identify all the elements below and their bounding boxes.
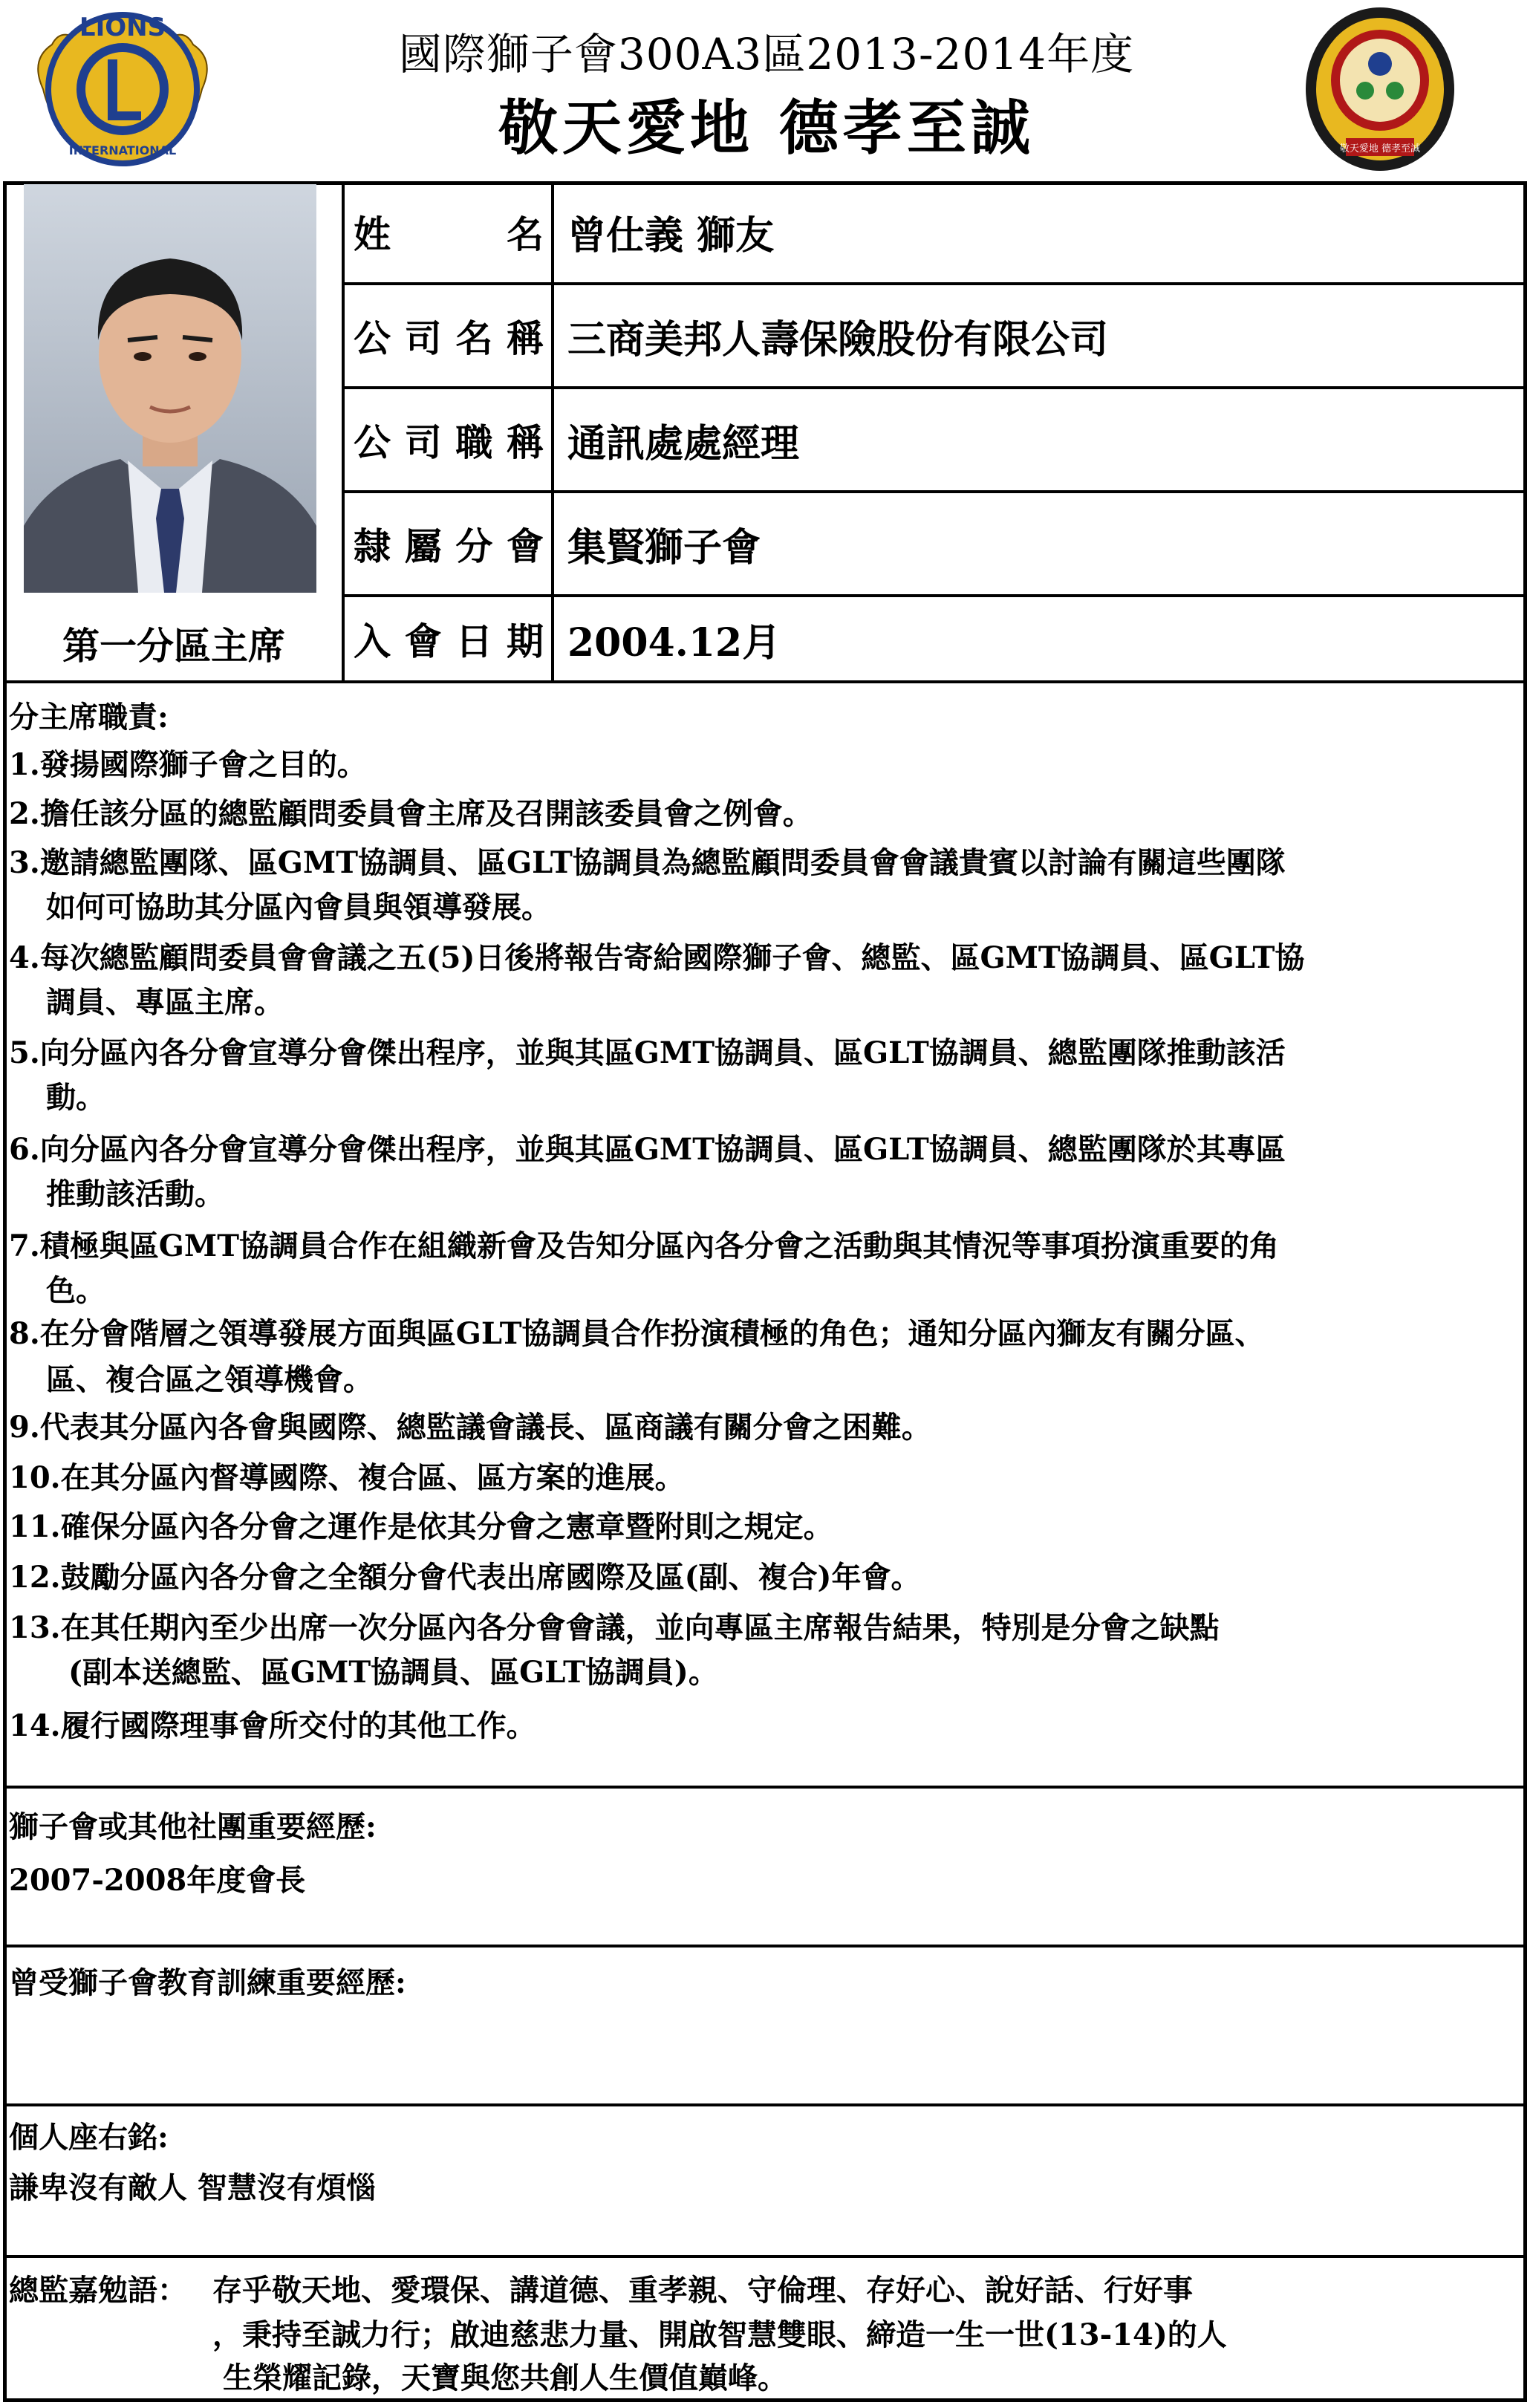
value-name: 曾仕義 獅友 (567, 212, 775, 258)
duty-item: 8.在分會階層之領導發展方面與區GLT協調員合作扮演積極的角色；通知分區內獅友有關分區、 (9, 1316, 1265, 1351)
duty-item: 14.履行國際理事會所交付的其他工作。 (9, 1708, 536, 1743)
value-company: 三商美邦人壽保險股份有限公司 (567, 316, 1109, 362)
header-title-line1: 國際獅子會300A3區2013-2014年度 (398, 29, 1135, 79)
duty-item-cont: (副本送總監、區GMT協調員、區GLT協調員)。 (68, 1655, 718, 1690)
duty-item: 10.在其分區內督導國際、複合區、區方案的進展。 (9, 1460, 685, 1495)
duty-item: 5.向分區內各分會宣導分會傑出程序，並與其區GMT協調員、區GLT協調員、總監團隊推動該活 (9, 1035, 1286, 1070)
duties-heading: 分主席職責: (9, 700, 169, 735)
row-name (345, 181, 1527, 285)
row-job-title (345, 389, 1527, 493)
motto-heading: 個人座右銘: (9, 2120, 169, 2155)
duty-item: 12.鼓勵分區內各分會之全額分會代表出席國際及區(副、複合)年會。 (9, 1560, 921, 1595)
duty-item: 13.在其任期內至少出席一次分區內各分會會議，並向專區主席報告結果，特別是分會之缺點 (9, 1610, 1220, 1645)
label-job-title: 公 司 職 稱 (345, 389, 554, 490)
duty-item: 3.邀請總監團隊、區GMT協調員、區GLT協調員為總監顧問委員會會議貴賓以討論有關這些團隊 (9, 845, 1286, 880)
value-join-date: 2004.12月 (567, 619, 781, 666)
duty-item: 1.發揚國際獅子會之目的。 (9, 747, 367, 782)
label-club: 隸 屬 分 會 (345, 493, 554, 594)
duty-item-cont: 色。 (46, 1273, 105, 1308)
duty-item: 9.代表其分區內各會與國際、總監議會議長、區商議有關分會之困難。 (9, 1410, 931, 1445)
page-header (0, 0, 1533, 178)
governor-line: 存乎敬天地、愛環保、講道德、重孝親、守倫理、存好心、說好話、行好事 (212, 2273, 1193, 2308)
district-emblem-logo (1301, 3, 1459, 175)
duty-item-cont: 如何可協助其分區內會員與領導發展。 (46, 890, 551, 925)
governor-line: ，秉持至誠力行；啟迪慈悲力量、開啟智慧雙眼、締造一生一世(13-14)的人 (212, 2317, 1227, 2352)
governor-line: 生榮耀記錄，天寶與您共創人生價值巔峰。 (223, 2360, 787, 2395)
logo-text-lions: LIONS (79, 13, 166, 42)
row-company (345, 285, 1527, 389)
duty-item-cont: 區、複合區之領導機會。 (46, 1362, 373, 1397)
row-club (345, 493, 1527, 597)
logo-text-international: INTERNATIONAL (68, 143, 177, 157)
duty-item-cont: 推動該活動。 (46, 1177, 224, 1211)
training-heading: 曾受獅子會教育訓練重要經歷: (9, 1965, 406, 2000)
governor-label: 總監嘉勉語： (9, 2273, 187, 2308)
row-join-date (345, 597, 1527, 683)
experience-value: 2007-2008年度會長 (9, 1863, 306, 1898)
value-club: 集賢獅子會 (567, 524, 761, 570)
experience-heading: 獅子會或其他社團重要經歷: (9, 1809, 377, 1844)
emblem-caption: 敬天愛地 德孝至誠 (1339, 143, 1421, 154)
duty-item-cont: 動。 (46, 1080, 105, 1115)
label-join-date: 入 會 日 期 (345, 597, 554, 680)
label-company: 公 司 名 稱 (345, 285, 554, 386)
member-photo (24, 184, 316, 593)
duty-item: 2.擔任該分區的總監顧問委員會主席及召開該委員會之例會。 (9, 796, 813, 831)
duty-item: 4.每次總監顧問委員會會議之五(5)日後將報告寄給國際獅子會、總監、區GMT協調員、區GLT協 (9, 940, 1305, 975)
duty-item: 11.確保分區內各分會之運作是依其分會之憲章暨附則之規定。 (9, 1509, 833, 1544)
header-title-line2: 敬天愛地 德孝至誠 (498, 93, 1035, 163)
duty-item: 6.向分區內各分會宣導分會傑出程序，並與其區GMT協調員、區GLT協調員、總監團隊於其專區 (9, 1132, 1286, 1167)
duty-item-cont: 調員、專區主席。 (46, 985, 284, 1020)
duty-item: 7.積極與區GMT協調員合作在組織新會及告知分區內各分會之活動與其情況等事項扮演重要的角 (9, 1229, 1279, 1263)
value-job-title: 通訊處處經理 (567, 420, 800, 466)
motto-value: 謙卑沒有敵人 智慧沒有煩惱 (9, 2170, 376, 2205)
label-name: 姓 名 (345, 181, 554, 282)
role-title: 第一分區主席 (62, 624, 285, 668)
